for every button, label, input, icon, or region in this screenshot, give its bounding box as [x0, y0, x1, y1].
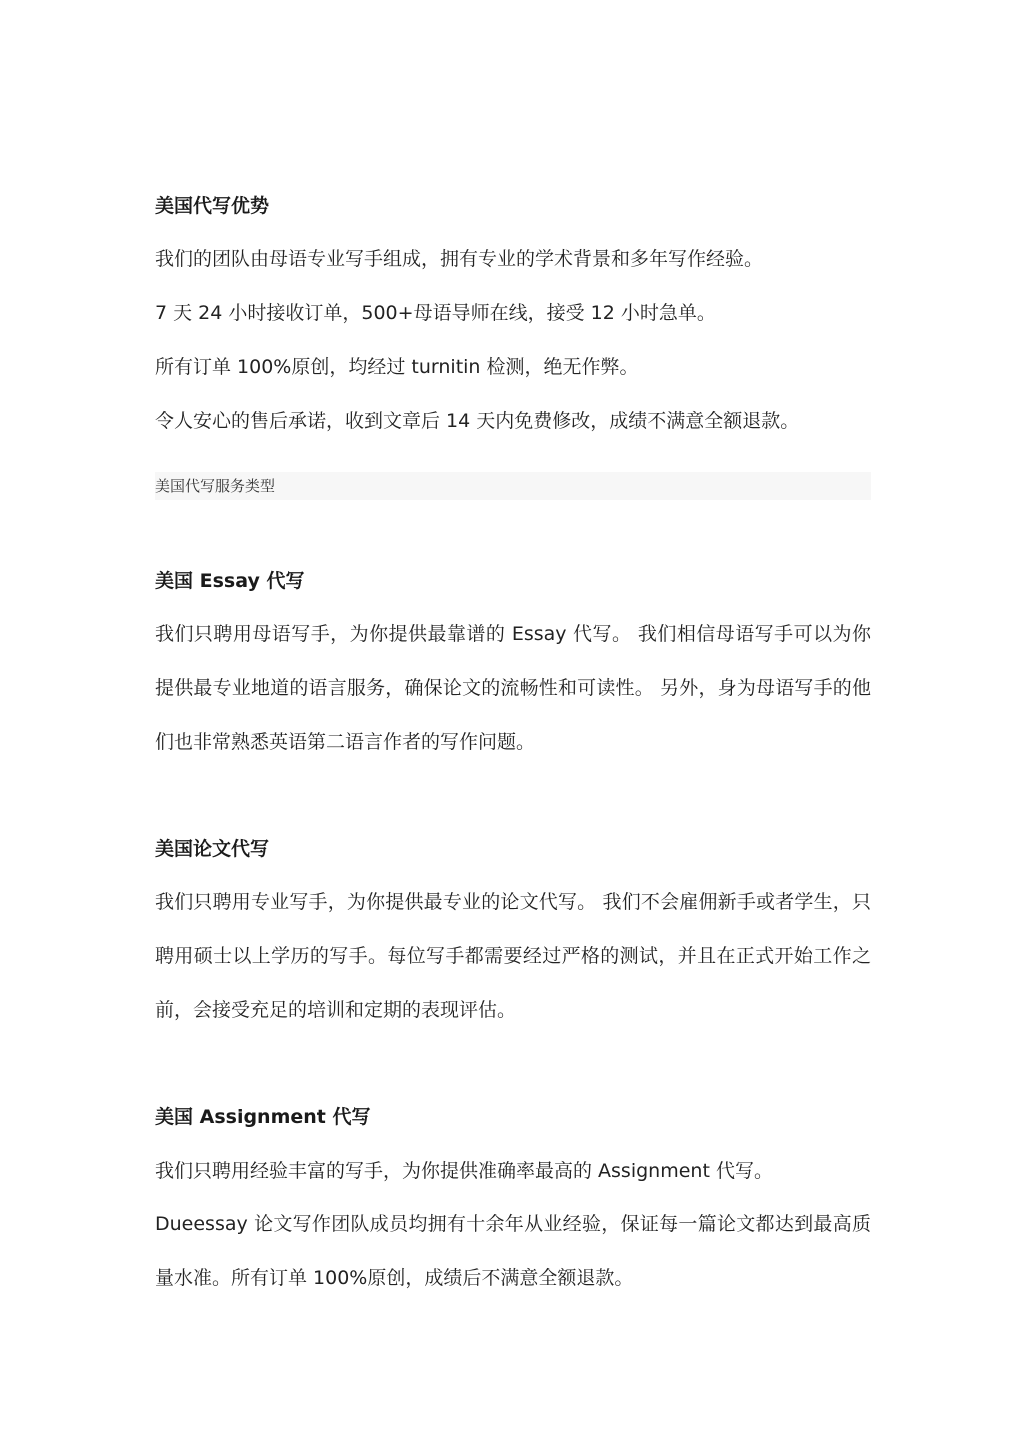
advantages-line-1: 我们的团队由母语专业写手组成，拥有专业的学术背景和多年写作经验。: [155, 248, 764, 270]
advantages-line-2: 7 天 24 小时接收订单，500+母语导师在线，接受 12 小时急单。: [155, 302, 716, 324]
assignment-heading: 美国 Assignment 代写: [155, 1106, 371, 1128]
assignment-line: 我们只聘用经验丰富的写手，为你提供准确率最高的 Assignment 代写。: [155, 1160, 773, 1182]
thesis-paragraph: 我们只聘用专业写手，为你提供最专业的论文代写。 我们不会雇佣新手或者学生，只聘用硕士以上学历的写手。每位写手都需要经过严格的测试，并且在正式开始工作之前，会接受充足的培训和定期的表现评估。: [155, 891, 871, 1021]
essay-paragraph: 我们只聘用母语写手，为你提供最靠谱的 Essay 代写。 我们相信母语写手可以为你提供最专业地道的语言服务，确保论文的流畅性和可读性。 另外，身为母语写手的他们也非常熟悉英语第二语言作者的写作问题。: [155, 623, 871, 753]
advantages-line-4: 令人安心的售后承诺，收到文章后 14 天内免费修改，成绩不满意全额退款。: [155, 410, 800, 432]
thesis-heading: 美国论文代写: [155, 838, 270, 860]
assignment-paragraph: Dueessay 论文写作团队成员均拥有十余年从业经验，保证每一篇论文都达到最高质量水准。所有订单 100%原创，成绩后不满意全额退款。: [155, 1213, 871, 1289]
essay-heading: 美国 Essay 代写: [155, 570, 305, 592]
advantages-line-3: 所有订单 100%原创，均经过 turnitin 检测，绝无作弊。: [155, 356, 639, 378]
service-types-band: 美国代写服务类型: [155, 472, 871, 500]
advantages-heading: 美国代写优势: [155, 195, 270, 217]
